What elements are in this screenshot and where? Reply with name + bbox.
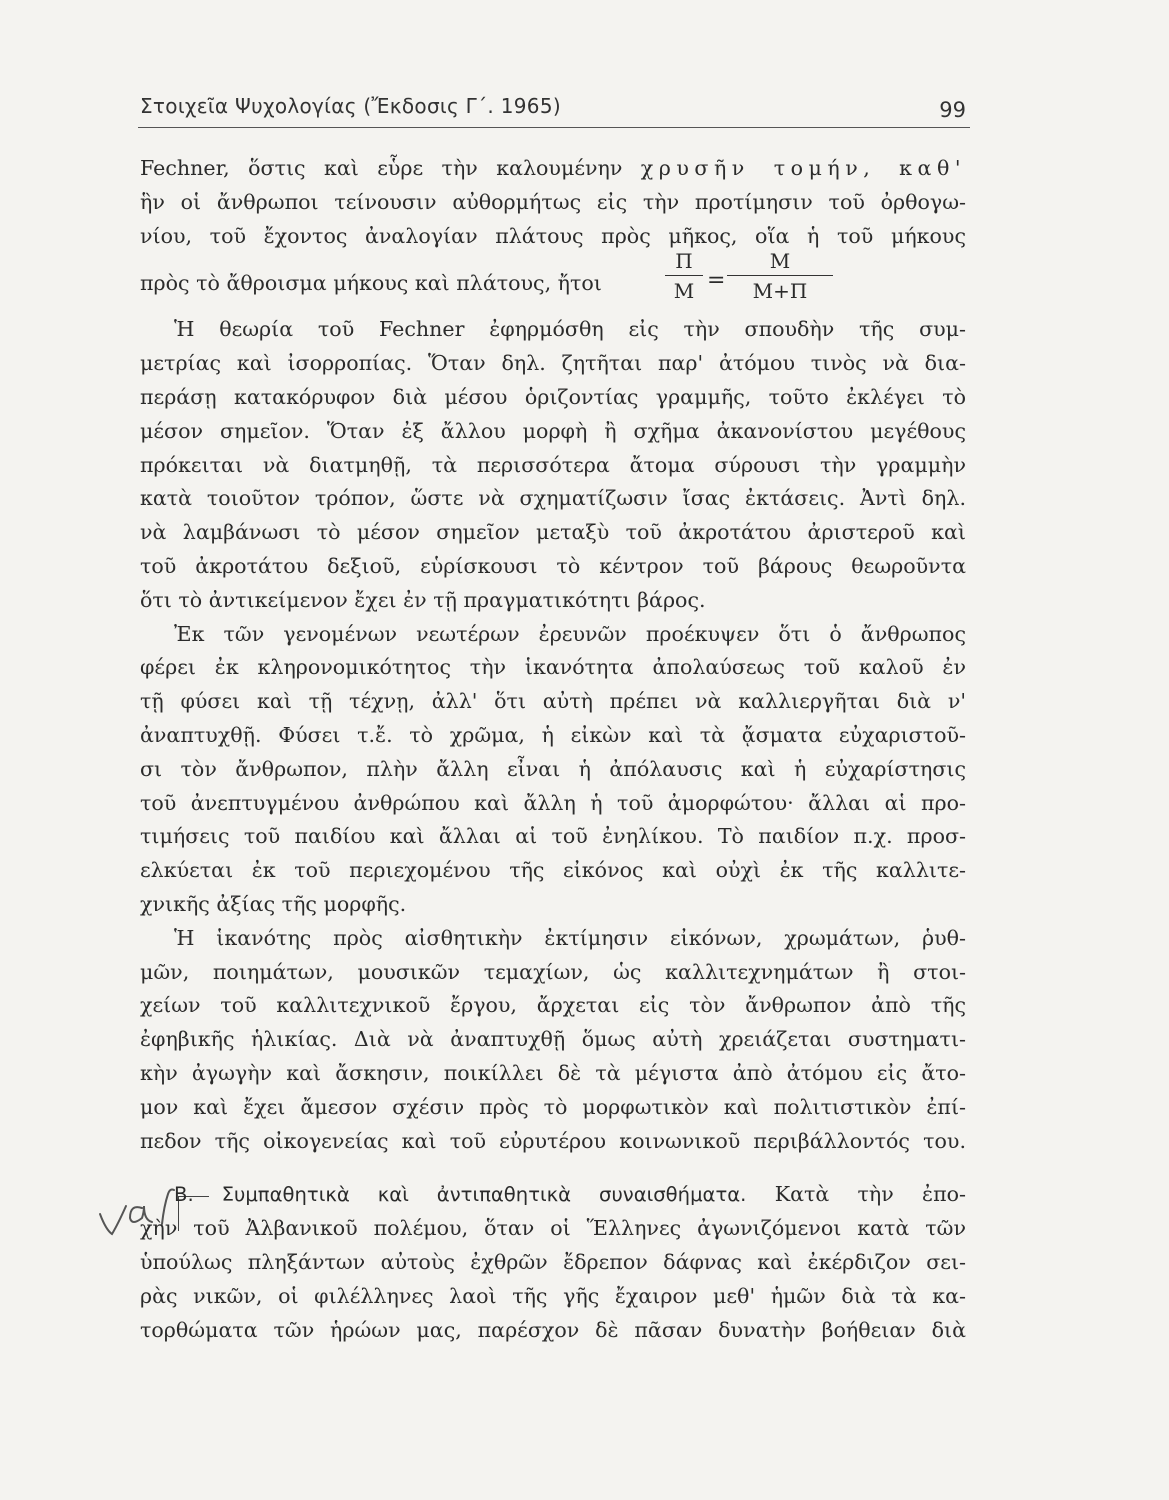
text-span: Κατὰ τὴν ἐπο- bbox=[774, 1182, 966, 1207]
text-line: τορθώματα τῶν ἡρώων μας, παρέσχον δὲ πᾶσαν δυνατὴν βοήθειαν διὰ bbox=[140, 1317, 966, 1342]
text-line: τῇ φύσει καὶ τῇ τέχνῃ, ἀλλ' ὅτι αὐτὴ πρέπει νὰ καλλιεργῆται διὰ ν' bbox=[140, 689, 966, 714]
text-line: ελκύεται ἐκ τοῦ περιεχομένου τῆς εἰκόνος καὶ οὐχὶ ἐκ τῆς καλλιτε- bbox=[140, 858, 966, 883]
text-line: μέσον σημεῖον. Ὅταν ἐξ ἄλλου μορφὴ ἢ σχῆμα ἀκανονίστου μεγέθους bbox=[140, 418, 966, 443]
golden-section-formula bbox=[665, 247, 995, 309]
text-line: χὴν τοῦ Ἀλβανικοῦ πολέμου, ὅταν οἱ Ἕλληνες ἀγωνιζόμενοι κατὰ τῶν bbox=[140, 1216, 966, 1241]
text-line: κὴν ἀγωγὴν καὶ ἄσκησιν, ποικίλλει δὲ τὰ μέγιστα ἀπὸ ἀτόμου εἰς ἄτο- bbox=[140, 1060, 966, 1085]
formula-line bbox=[140, 249, 966, 313]
text-line: φέρει ἐκ κληρονομικότητος τὴν ἱκανότητα ἀπολαύσεως τοῦ καλοῦ ἐν bbox=[140, 655, 966, 680]
numerator: Μ bbox=[769, 249, 791, 274]
fraction bbox=[665, 247, 703, 304]
text-span: πρὸς τὸ ἄθροισμα μήκους καὶ πλάτους, ἤτοι bbox=[140, 271, 602, 296]
text-line: Ἡ ἱκανότης πρὸς αἰσθητικὴν ἐκτίμησιν εἰκόνων, χρωμάτων, ῥυθ- bbox=[174, 925, 966, 950]
running-header bbox=[140, 88, 968, 128]
book-title: Στοιχεῖα Ψυχολογίας (Ἔκδοσις Γ΄. 1965) bbox=[140, 94, 561, 118]
section-gap bbox=[140, 1158, 966, 1178]
text-line: ὅτι τὸ ἀντικείμενον ἔχει ἐν τῇ πραγματικότητι βάρος. bbox=[140, 587, 706, 612]
text-line: ἀναπτυχθῇ. Φύσει τ.ἔ. τὸ χρῶμα, ἡ εἰκὼν καὶ τὰ ᾄσματα εὐχαριστοῦ- bbox=[140, 722, 966, 747]
numerator: Π bbox=[675, 249, 693, 274]
text-line: σι τὸν ἄνθρωπον, πλὴν ἄλλη εἶναι ἡ ἀπόλαυσις καὶ ἡ εὐχαρίστησις bbox=[140, 756, 966, 781]
text-line: ρὰς νικῶν, οἱ φιλέλληνες λαοὶ τῆς γῆς ἔχαιρον μεθ' ἡμῶν διὰ τὰ κα- bbox=[140, 1283, 966, 1308]
equals-sign: = bbox=[707, 268, 726, 294]
text-span: Fechner, ὅστις καὶ εὗρε τὴν καλουμένην bbox=[140, 156, 623, 180]
text-line: ὑπούλως πληξάντων αὐτοὺς ἐχθρῶν ἔδρεπον δάφνας καὶ ἐκέρδιζον σει- bbox=[140, 1249, 966, 1274]
denominator: Μ bbox=[673, 279, 695, 304]
text-line: πεδον τῆς οἰκογενείας καὶ τοῦ εὐρυτέρου κοινωνικοῦ περιβάλλοντός του. bbox=[140, 1128, 966, 1153]
section-heading-b: Β. Συμπαθητικὰ καὶ ἀντιπαθητικὰ συναισθήματα. bbox=[174, 1183, 747, 1207]
text-line bbox=[140, 152, 966, 186]
text-line: τιμήσεις τοῦ παιδίου καὶ ἄλλαι αἱ τοῦ ἐνηλίκου. Τὸ παιδίον π.χ. προσ- bbox=[140, 824, 966, 849]
text-line: περάσῃ κατακόρυφον διὰ μέσου ὁριζοντίας γραμμῆς, τοῦτο ἐκλέγει τὸ bbox=[140, 384, 966, 409]
text-line bbox=[140, 1178, 966, 1212]
text-line: μον καὶ ἔχει ἄμεσον σχέσιν πρὸς τὸ μορφωτικὸν καὶ πολιτιστικὸν ἐπί- bbox=[140, 1094, 966, 1119]
fraction bbox=[727, 247, 833, 304]
text-line: χνικῆς ἀξίας τῆς μορφῆς. bbox=[140, 891, 407, 916]
text-line: πρόκειται νὰ διατμηθῇ, τὰ περισσότερα ἄτομα σύρουσι τὴν γραμμὴν bbox=[140, 452, 966, 477]
denominator: Μ+Π bbox=[752, 279, 808, 304]
text-line: κατὰ τοιοῦτον τρόπον, ὥστε νὰ σχηματίζωσιν ἴσας ἐκτάσεις. Ἀντὶ δηλ. bbox=[140, 486, 966, 511]
page-number: 99 bbox=[939, 98, 966, 122]
text-line: Ἡ θεωρία τοῦ Fechner ἐφηρμόσθη εἰς τὴν σπουδὴν τῆς συμ- bbox=[174, 317, 966, 342]
text-line: Ἐκ τῶν γενομένων νεωτέρων ἐρευνῶν προέκυψεν ὅτι ὁ ἄνθρωπος bbox=[174, 621, 966, 646]
text-line: νίου, τοῦ ἔχοντος ἀναλογίαν πλάτους πρὸς μῆκος, οἵα ἡ τοῦ μήκους bbox=[140, 223, 966, 248]
header-rule bbox=[138, 127, 970, 128]
text-line: ἐφηβικῆς ἡλικίας. Διὰ νὰ ἀναπτυχθῇ ὅμως αὐτὴ χρειάζεται συστηματι- bbox=[140, 1027, 966, 1052]
text-line: μετρίας καὶ ἰσορροπίας. Ὅταν δηλ. ζητῆται παρ' ἀτόμου τινὸς νὰ δια- bbox=[140, 351, 966, 376]
text-line: μῶν, ποιημάτων, μουσικῶν τεμαχίων, ὡς καλλιτεχνημάτων ἢ στοι- bbox=[140, 959, 966, 984]
body-text bbox=[140, 152, 966, 1347]
text-line: τοῦ ἀκροτάτου δεξιοῦ, εὑρίσκουσι τὸ κέντρον τοῦ βάρους θεωροῦντα bbox=[140, 553, 966, 578]
text-line: τοῦ ἀνεπτυγμένου ἀνθρώπου καὶ ἄλλη ἡ τοῦ ἀμορφώτου· ἄλλαι αἱ προ- bbox=[140, 790, 966, 815]
spaced-term: χρυσῆν τομήν, καθ' bbox=[640, 156, 966, 180]
text-line: νὰ λαμβάνωσι τὸ μέσον σημεῖον μεταξὺ τοῦ ἀκροτάτου ἀριστεροῦ καὶ bbox=[140, 520, 966, 545]
text-line: χείων τοῦ καλλιτεχνικοῦ ἔργου, ἄρχεται εἰς τὸν ἄνθρωπον ἀπὸ τῆς bbox=[140, 993, 966, 1018]
text-line: ἣν οἱ ἄνθρωποι τείνουσιν αὐθορμήτως εἰς τὴν προτίμησιν τοῦ ὀρθογω- bbox=[140, 189, 966, 214]
